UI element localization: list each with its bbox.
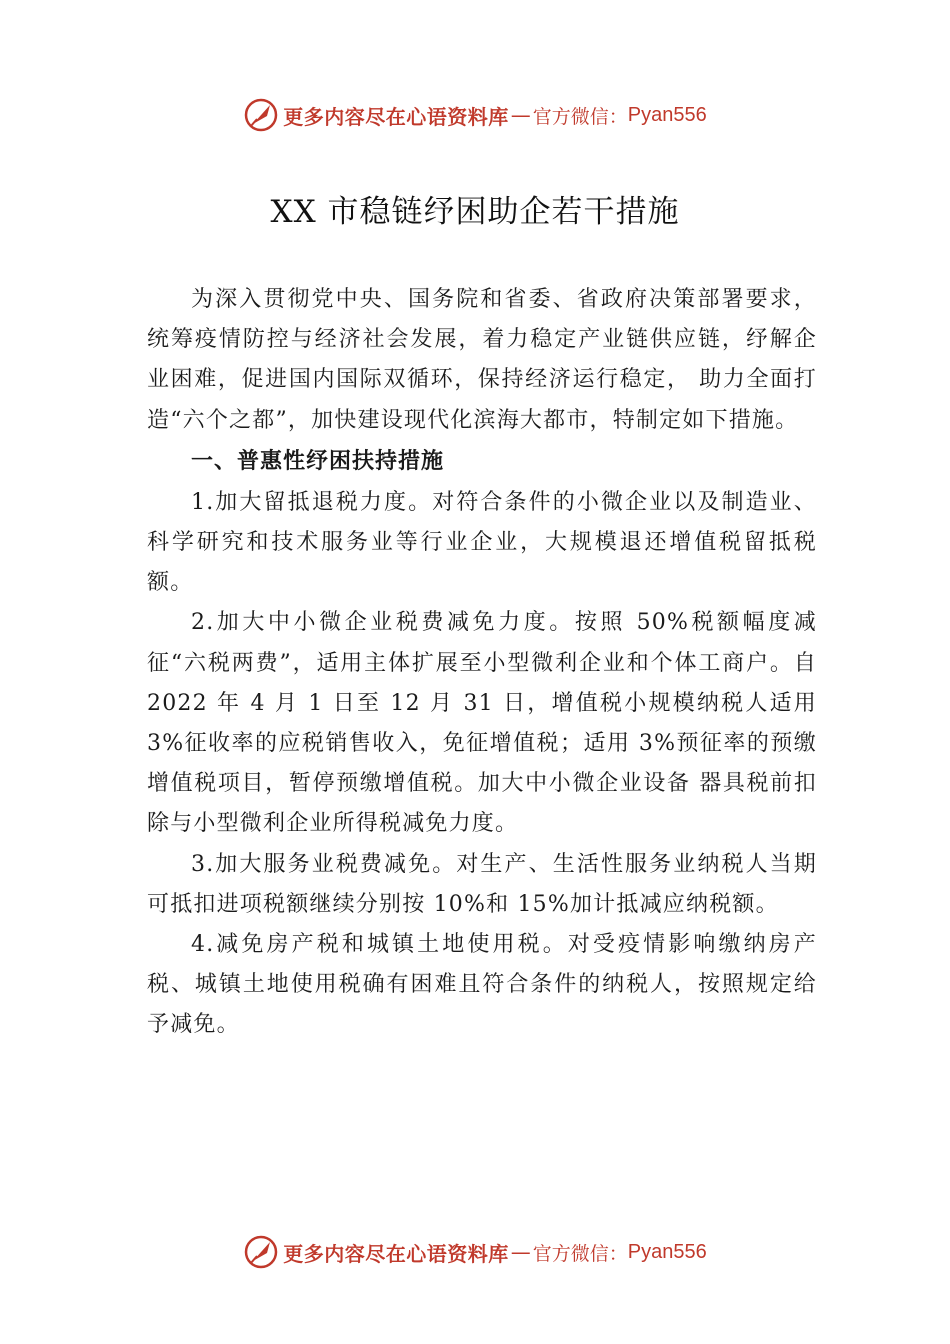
banner-wechat-id: Pyan556 <box>627 1240 707 1263</box>
header-banner <box>0 95 950 135</box>
banner-wechat-id: Pyan556 <box>627 103 707 126</box>
footer-banner <box>0 1232 950 1272</box>
measure-item: 4.减免房产税和城镇土地使用税。对受疫情影响缴纳房产税、城镇土地使用税确有困难且符合条件的纳税人，按照规定给予减免。 <box>147 932 817 1038</box>
measure-item: 3.加大服务业税费减免。对生产、生活性服务业纳税人当期可抵扣进项税额继续分别按 10%和 15%加计抵减应纳税额。 <box>147 851 817 917</box>
measure-item: 2.加大中小微企业税费减免力度。按照 50%税额幅度减征“六税两费”，适用主体扩展至小型微利企业和个体工商户。自 2022 年 4 月 1 日至 12 月 31 日，增值税小规模纳税人适用 3%征收率的应税销售收入，免征增值税；适用 3%预征率的预缴增值税项目，暂停预缴增值税。加大中小微企业设备 器具税前扣除与小型微利企业所得税减免力度。 <box>147 610 817 837</box>
quill-logo-icon <box>243 97 279 133</box>
document-body <box>147 280 817 1046</box>
banner-text: 更多内容尽在心语资料库 <box>283 1241 509 1266</box>
banner-wechat-label: 官方微信： <box>532 1242 628 1265</box>
banner-text: 更多内容尽在心语资料库 <box>283 104 509 129</box>
measure-item: 1.加大留抵退税力度。对符合条件的小微企业以及制造业、科学研究和技术服务业等行业企业，大规模退还增值税留抵税额。 <box>147 489 817 596</box>
banner-separator: — <box>510 1240 531 1264</box>
intro-paragraph: 为深入贯彻党中央、国务院和省委、省政府决策部署要求，统筹疫情防控与经济社会发展，着力稳定产业链供应链，纾解企业困难，促进国内国际双循环，保持经济运行稳定， 助力全面打造“六个之都”，加快建设现代化滨海大都市，特制定如下措施。 <box>147 287 817 433</box>
quill-logo-icon <box>243 1234 279 1270</box>
section-heading: 一、普惠性纾困扶持措施 <box>191 448 445 474</box>
banner-separator: — <box>510 103 531 127</box>
banner-wechat-label: 官方微信： <box>532 105 628 128</box>
document-title: XX 市稳链纾困助企若干措施 <box>270 194 680 230</box>
